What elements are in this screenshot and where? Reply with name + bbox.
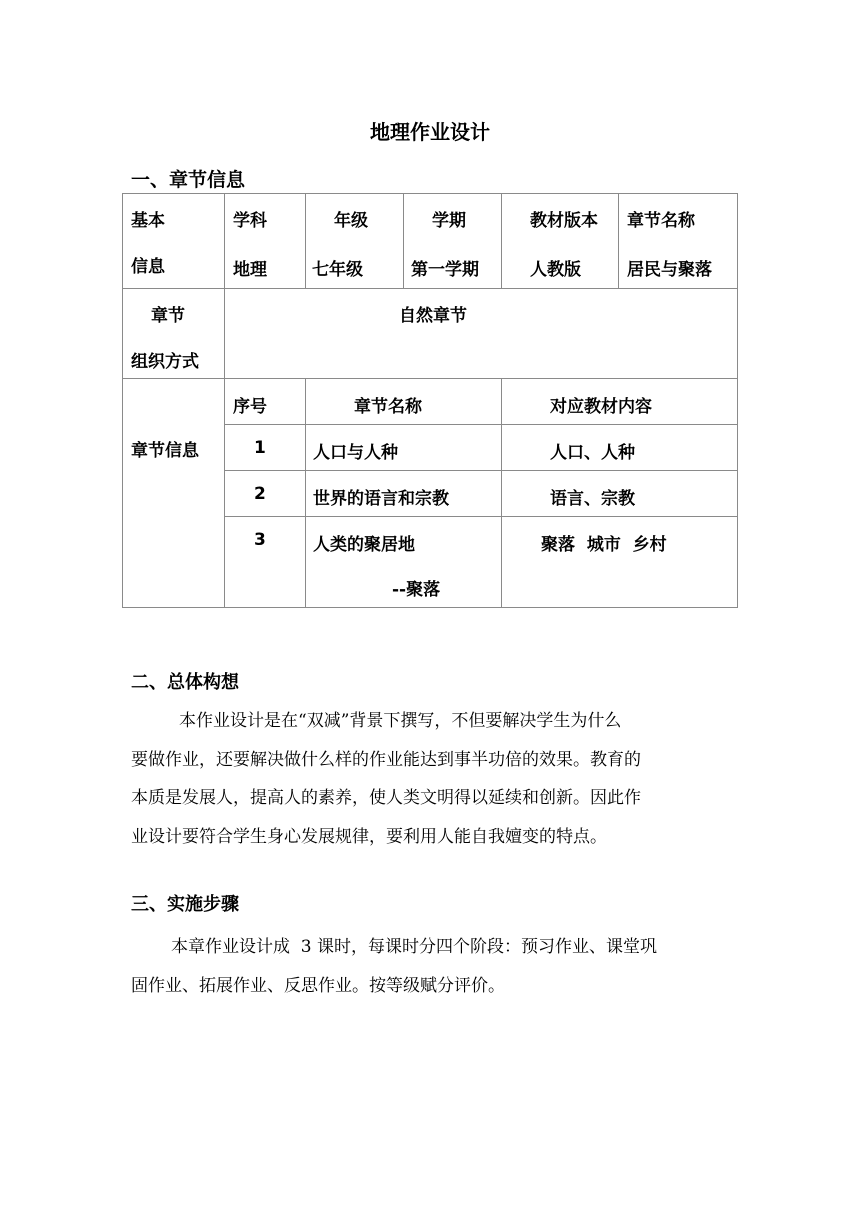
row-3-content: 聚落 城市 乡村 [541, 535, 667, 555]
value-term: 第一学期 [411, 260, 479, 280]
section2-line-2: 要做作业，还要解决做什么样的作业能达到事半功倍的效果。教育的 [131, 749, 641, 770]
basic-info-label-2: 信息 [131, 257, 165, 277]
value-edition: 人教版 [530, 260, 581, 280]
subheader-number: 序号 [233, 397, 267, 417]
basic-info-label-1: 基本 [131, 211, 165, 231]
row-1-content: 人口、人种 [550, 443, 635, 463]
row-1-name: 人口与人种 [313, 443, 398, 463]
page-title: 地理作业设计 [370, 120, 490, 144]
row-2-content: 语言、宗教 [550, 489, 635, 509]
header-subject: 学科 [233, 211, 267, 231]
section3-line-2: 固作业、拓展作业、反思作业。按等级赋分评价。 [131, 975, 505, 996]
section2-heading: 二、总体构想 [131, 672, 239, 693]
value-subject: 地理 [233, 260, 267, 280]
row-3-name-continued: --聚落 [392, 580, 441, 600]
org-label-2: 组织方式 [131, 352, 199, 372]
row-3-number: 3 [254, 530, 266, 550]
header-chapter-name: 章节名称 [627, 211, 695, 231]
row-3-name: 人类的聚居地 [313, 535, 415, 555]
value-grade: 七年级 [312, 260, 363, 280]
section3-line-1: 本章作业设计成 3 课时，每课时分四个阶段：预习作业、课堂巩 [171, 937, 658, 957]
section2-paragraph [131, 702, 731, 856]
section1-heading: 一、章节信息 [131, 169, 246, 191]
org-label-1: 章节 [151, 306, 185, 326]
chapter-info-table [122, 193, 738, 608]
subheader-chapter-name: 章节名称 [354, 397, 422, 417]
section2-line-4: 业设计要符合学生身心发展规律，要利用人能自我嬗变的特点。 [131, 826, 607, 847]
header-grade: 年级 [334, 211, 368, 231]
section3-heading: 三、实施步骤 [131, 894, 239, 915]
section2-line-1: 本作业设计是在“双减”背景下撰写，不但要解决学生为什么 [179, 711, 622, 731]
header-edition: 教材版本 [530, 211, 598, 231]
section2-line-3: 本质是发展人，提高人的素养，使人类文明得以延续和创新。因此作 [131, 788, 641, 808]
value-chapter-name: 居民与聚落 [627, 260, 712, 280]
org-value: 自然章节 [399, 306, 467, 326]
chapter-info-label: 章节信息 [131, 441, 199, 461]
row-1-number: 1 [254, 438, 266, 458]
subheader-content: 对应教材内容 [550, 397, 652, 417]
row-2-name: 世界的语言和宗教 [313, 489, 449, 509]
section3-paragraph [131, 928, 731, 1005]
header-term: 学期 [432, 211, 466, 231]
row-2-number: 2 [254, 484, 266, 504]
